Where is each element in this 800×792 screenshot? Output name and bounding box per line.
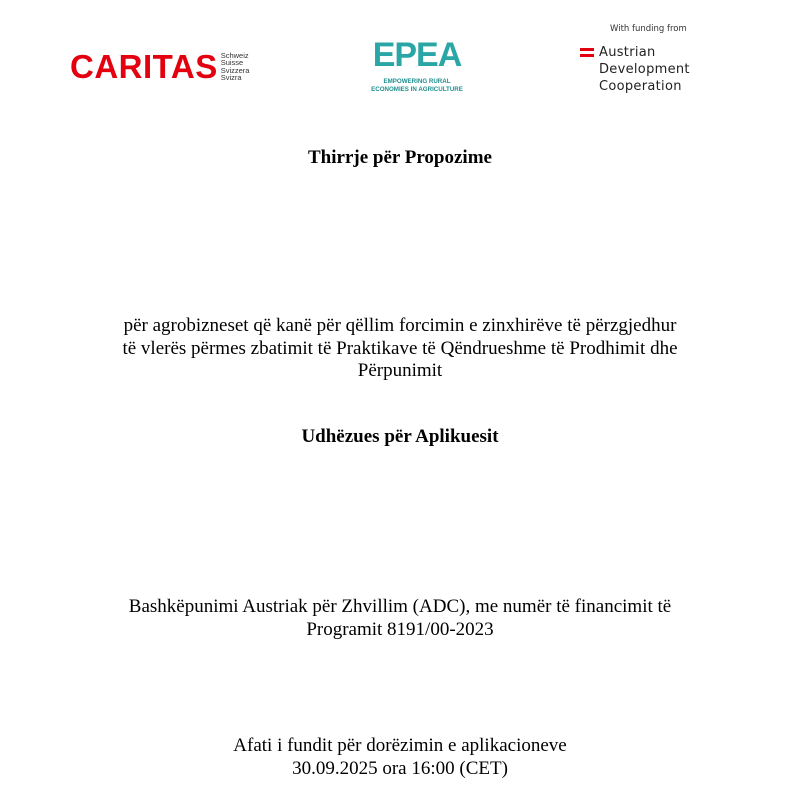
description-line: për agrobizneset që kanë për qëllim forcimin e zinxhirëve të përzgjedhur: [123, 315, 677, 336]
caritas-sub-line: Suisse: [220, 58, 244, 67]
funding-line: Bashkëpunimi Austriak për Zhvillim (ADC), me numër të financimit të: [128, 596, 672, 617]
adc-name-line: Austrian: [599, 45, 656, 60]
caritas-sub-line: Schweiz: [220, 50, 249, 60]
epea-tagline: [362, 78, 472, 94]
caritas-wordmark: CARITAS: [70, 47, 218, 85]
epea-wordmark: EPEA: [372, 36, 462, 74]
caritas-sub-line: Svizzera: [220, 65, 250, 75]
austrian-flag-icon: [580, 48, 594, 95]
epea-tagline-line: ECONOMIES IN AGRICULTURE: [371, 86, 463, 93]
document-subtitle: Udhëzues për Aplikuesit: [301, 426, 499, 447]
adc-name-line: Development: [599, 62, 690, 77]
document-description: [0, 315, 800, 383]
caritas-logo: [70, 48, 249, 84]
description-line: Përpunimit: [357, 360, 443, 381]
adc-funding-label: With funding from: [610, 24, 687, 34]
epea-logo: [362, 38, 472, 100]
caritas-country-names: [221, 51, 250, 82]
deadline-line: Afati i fundit për dorëzimin e aplikacioneve: [233, 735, 567, 756]
document-title: Thirrje për Propozime: [308, 147, 492, 168]
funding-line: Programit 8191/00-2023: [306, 618, 494, 640]
adc-name-line: Cooperation: [599, 79, 682, 94]
adc-logo: [580, 24, 726, 98]
deadline-line: 30.09.2025 ora 16:00 (CET): [292, 757, 508, 779]
description-line: të vlerës përmes zbatimit të Praktikave të Qëndrueshme të Prodhimit dhe: [122, 337, 678, 359]
epea-tagline-line: EMPOWERING RURAL: [383, 78, 451, 85]
adc-name: [599, 44, 690, 95]
deadline-statement: [0, 735, 800, 780]
funding-statement: [0, 596, 800, 641]
caritas-sub-line: Svizra: [220, 73, 242, 82]
